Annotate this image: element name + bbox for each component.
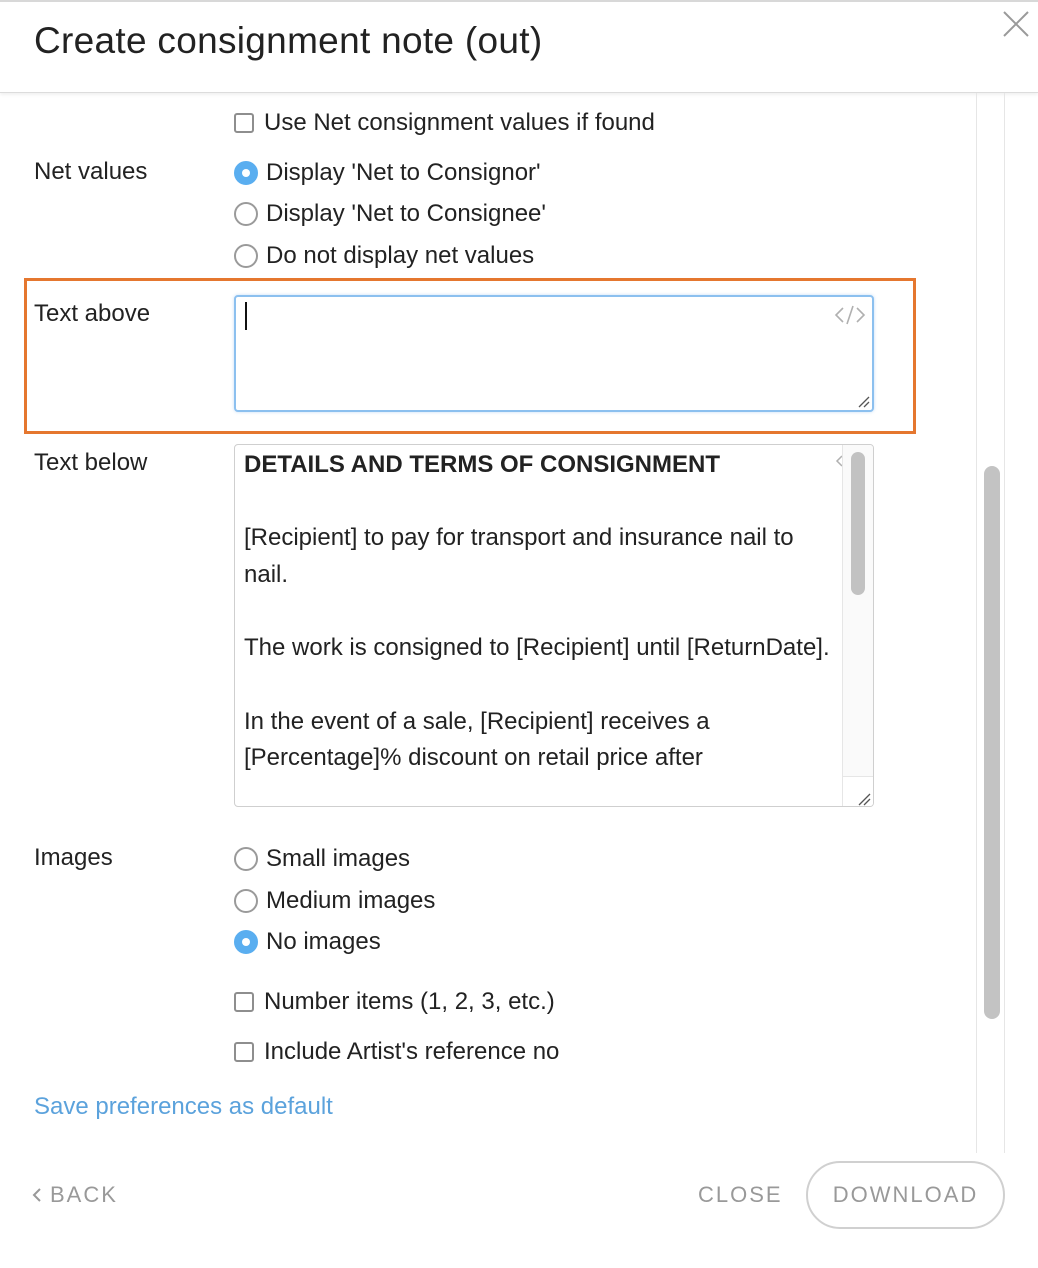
net-values-label: Net values [34,158,148,185]
checkbox-box[interactable] [234,992,254,1012]
resize-grip-icon[interactable] [856,394,870,408]
radio-button[interactable] [234,889,258,913]
terms-paragraph: The work is consigned to [Recipient] until [ReturnDate]. [244,634,830,661]
close-icon[interactable] [1000,8,1032,40]
dialog-title: Create consignment note (out) [34,20,543,61]
no-net-values-label: Do not display net values [266,242,535,269]
use-net-values-checkbox[interactable] [234,108,655,138]
radio-no-images[interactable] [234,927,381,957]
radio-no-net-values[interactable] [234,241,534,271]
radio-button-checked[interactable] [234,930,258,954]
dialog-scrollbar[interactable] [984,466,1000,1019]
radio-button[interactable] [234,202,258,226]
save-preferences-link[interactable]: Save preferences as default [34,1093,333,1120]
radio-button-checked[interactable] [234,161,258,185]
resize-grip-icon[interactable] [842,776,874,807]
radio-net-to-consignor[interactable] [234,158,541,188]
terms-paragraph: [Recipient] to pay for transport and insurance nail to nail. [244,524,794,588]
content-divider [976,93,977,1153]
images-label: Images [34,844,113,871]
close-button[interactable]: CLOSE [698,1182,783,1207]
text-below-content [244,447,834,807]
textarea-scrollbar-thumb[interactable] [851,452,865,595]
text-above-textarea[interactable] [234,295,874,412]
dialog-scrollbar-thumb[interactable] [984,466,1000,1019]
terms-heading: DETAILS AND TERMS OF CONSIGNMENT [244,451,720,478]
text-below-textarea[interactable] [234,444,874,807]
radio-medium-images[interactable] [234,886,435,916]
code-view-icon[interactable] [834,303,866,327]
artist-reference-label: Include Artist's reference no [264,1038,560,1065]
back-label: BACK [50,1182,118,1207]
textarea-scrollbar[interactable] [842,445,874,806]
net-to-consignee-label: Display 'Net to Consignee' [266,200,546,227]
chevron-left-icon [32,1187,42,1203]
number-items-label: Number items (1, 2, 3, etc.) [264,988,555,1015]
net-to-consignor-label: Display 'Net to Consignor' [266,159,541,186]
small-images-label: Small images [266,845,411,872]
back-button[interactable] [32,1180,118,1210]
dialog-header [0,2,1038,93]
text-below-label: Text below [34,449,148,476]
radio-net-to-consignee[interactable] [234,199,546,229]
checkbox-box[interactable] [234,113,254,133]
medium-images-label: Medium images [266,887,436,914]
artist-reference-checkbox[interactable] [234,1037,559,1067]
use-net-values-label: Use Net consignment values if found [264,109,655,136]
radio-button[interactable] [234,244,258,268]
radio-small-images[interactable] [234,844,410,874]
text-cursor [245,302,247,330]
download-button[interactable]: DOWNLOAD [806,1161,1005,1229]
radio-button[interactable] [234,847,258,871]
number-items-checkbox[interactable] [234,987,555,1017]
no-images-label: No images [266,928,381,955]
scrollbar-divider [1004,93,1005,1153]
checkbox-box[interactable] [234,1042,254,1062]
terms-paragraph: In the event of a sale, [Recipient] receives a [Percentage]% discount on retail price after [244,707,710,771]
text-above-label: Text above [34,300,151,327]
